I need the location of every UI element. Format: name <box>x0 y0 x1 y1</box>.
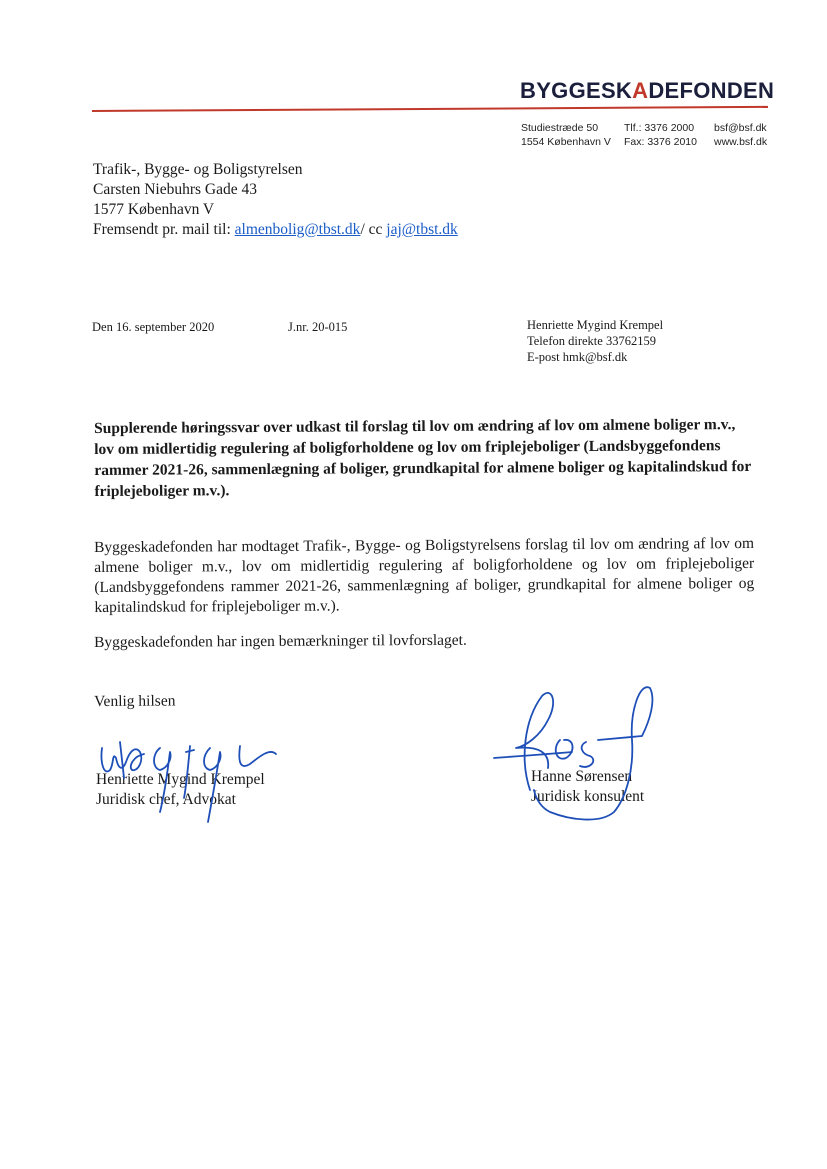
fax-line: Fax: 3376 2010 <box>624 136 697 148</box>
signatory-2-name: Hanne Sørensen <box>531 768 633 785</box>
sender-block <box>527 317 663 365</box>
cc-email-link[interactable]: jaj@tbst.dk <box>386 221 458 238</box>
recipient-line3: 1577 København V <box>93 201 215 218</box>
sent-prefix: Fremsendt pr. mail til: <box>93 221 235 238</box>
phone-line: Tlf.: 3376 2000 <box>624 122 695 134</box>
signatory-1-title: Juridisk chef, Advokat <box>96 791 236 808</box>
recipient-email-link[interactable]: almenbolig@tbst.dk <box>234 221 361 238</box>
letterhead-divider <box>92 106 768 112</box>
signature-1-image <box>90 728 290 828</box>
signatory-2-title: Juridisk konsulent <box>531 788 645 805</box>
body-paragraph-2: Byggeskadefonden har ingen bemærkninger til lovforslaget. <box>94 631 467 651</box>
letter-date: Den 16. september 2020 <box>92 320 215 334</box>
letter-subject: Supplerende høringssvar over udkast til forslag til lov om ændring af lov om almene boliger m.v., lov om midlertidig regulering af boligforholdene og lov om friplejeboliger (Landsbyggefondens rammer 2021-26, sammenlægning af boliger, grundkapital for almene boliger og kapitalindskud for friplejeboliger m.v.). <box>94 416 752 500</box>
signatory-1-name: Henriette Mygind Krempel <box>96 771 265 788</box>
sender-name: Henriette Mygind Krempel <box>527 318 664 332</box>
sent-by-mail-line <box>93 220 458 240</box>
sender-email: E-post hmk@bsf.dk <box>527 350 628 364</box>
cc-text: / cc <box>360 221 387 238</box>
sender-phone: Telefon direkte 33762159 <box>527 334 656 348</box>
recipient-line2: Carsten Niebuhrs Gade 43 <box>93 181 257 198</box>
signature-2-image <box>490 680 670 825</box>
company-web[interactable]: www.bsf.dk <box>714 136 768 148</box>
company-logo <box>520 78 774 104</box>
recipient-block <box>93 160 458 240</box>
logo-text-part2: DEFONDEN <box>648 78 775 103</box>
logo-text-part1: BYGGESK <box>520 78 633 103</box>
journal-number: J.nr. 20-015 <box>288 320 348 334</box>
logo-accent-letter: A <box>632 78 649 103</box>
body-paragraph-1: Byggeskadefonden har modtaget Trafik-, Bygge- og Boligstyrelsens forslag til lov om ændring af lov om almene boliger m.v., lov om midlertidig regulering af boligforholdene og lov om friplejeboliger (Landsbyggefondens rammer 2021-26, sammenlægning af boliger, grundkapital for almene boliger og kapitalindskud for friplejeboliger m.v.). <box>94 534 755 616</box>
letterhead-contact <box>521 121 767 149</box>
address-line2: 1554 København V <box>521 136 611 148</box>
company-email[interactable]: bsf@bsf.dk <box>714 122 767 134</box>
address-line1: Studiestræde 50 <box>521 122 599 134</box>
recipient-line1: Trafik-, Bygge- og Boligstyrelsen <box>93 161 303 178</box>
closing-greeting: Venlig hilsen <box>94 692 176 710</box>
